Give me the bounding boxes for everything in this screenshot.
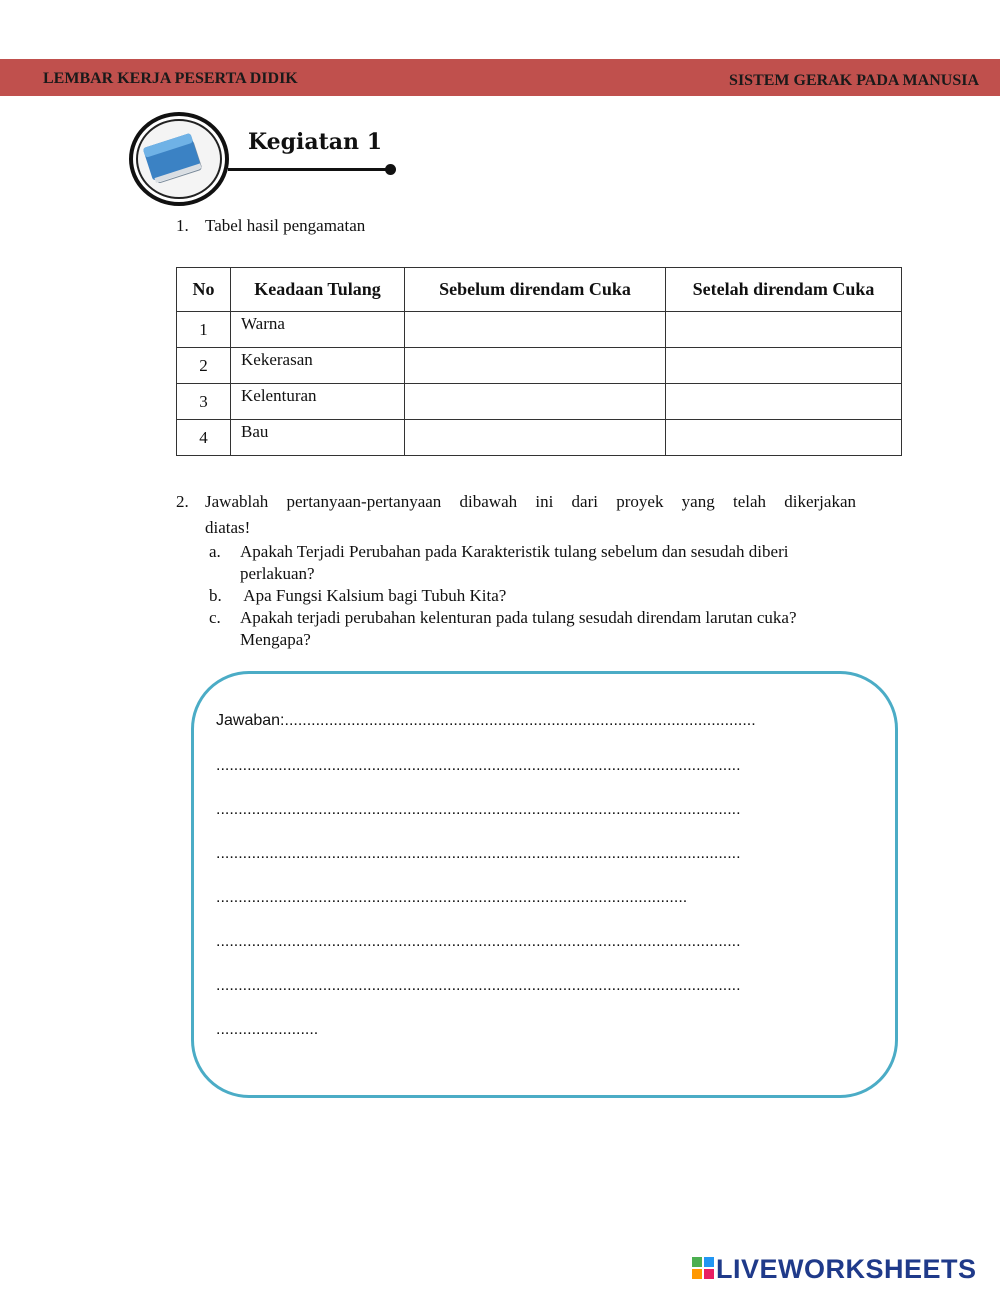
row-no: 3 xyxy=(177,384,231,420)
table-row xyxy=(177,312,902,348)
answer-line[interactable]: ...................................................................................................................... xyxy=(216,845,741,862)
table-row xyxy=(177,384,902,420)
row-no: 1 xyxy=(177,312,231,348)
sub-text-line1: Apa Fungsi Kalsium bagi Tubuh Kita? xyxy=(240,586,507,605)
sub-letter: b. xyxy=(209,586,222,605)
question-2 xyxy=(176,489,856,541)
table-row xyxy=(177,348,902,384)
question-1-number: 1. xyxy=(176,216,189,235)
header-left-title: LEMBAR KERJA PESERTA DIDIK xyxy=(43,70,298,87)
cell-sebelum-input[interactable] xyxy=(405,312,666,348)
header-keadaan: Keadaan Tulang xyxy=(231,268,405,312)
cell-sebelum-input[interactable] xyxy=(405,384,666,420)
cell-sebelum-input[interactable] xyxy=(405,348,666,384)
sub-text-line1: Apakah Terjadi Perubahan pada Karakteristik tulang sebelum dan sesudah diberi xyxy=(240,542,789,561)
row-keadaan: Kekerasan xyxy=(231,348,405,384)
answer-line[interactable]: ...................................................................................................................... xyxy=(216,757,741,774)
row-keadaan: Bau xyxy=(231,420,405,456)
liveworksheets-brand: LIVEWORKSHEETS xyxy=(716,1254,977,1284)
title-underline xyxy=(228,168,388,171)
row-no: 2 xyxy=(177,348,231,384)
row-keadaan: Kelenturan xyxy=(231,384,405,420)
header-no: No xyxy=(177,268,231,312)
answer-line[interactable]: ...................................................................................................................... xyxy=(216,977,741,994)
question-2-number: 2. xyxy=(176,492,189,511)
answer-line[interactable]: .......................................................................................................... xyxy=(216,889,688,906)
cell-setelah-input[interactable] xyxy=(666,348,902,384)
book-icon xyxy=(128,110,230,208)
question-2-line2: diatas! xyxy=(205,518,251,537)
row-no: 4 xyxy=(177,420,231,456)
title-underline-dot xyxy=(385,164,396,175)
answer-line[interactable]: ...................................................................................................................... xyxy=(216,933,741,950)
cell-setelah-input[interactable] xyxy=(666,420,902,456)
header-right-title: SISTEM GERAK PADA MANUSIA xyxy=(729,72,979,89)
answer-line[interactable]: Jawaban:.......................................................................................................... xyxy=(216,712,756,729)
answer-line[interactable]: ....................... xyxy=(216,1021,319,1038)
header-sebelum: Sebelum direndam Cuka xyxy=(405,268,666,312)
cell-setelah-input[interactable] xyxy=(666,312,902,348)
question-1-text: Tabel hasil pengamatan xyxy=(205,216,366,235)
header-setelah: Setelah direndam Cuka xyxy=(666,268,902,312)
sub-letter: c. xyxy=(209,608,221,627)
header-bar xyxy=(0,59,1000,96)
answer-line[interactable]: ...................................................................................................................... xyxy=(216,801,741,818)
question-1 xyxy=(176,216,365,236)
activity-title: Kegiatan 1 xyxy=(248,129,383,155)
question-2-line1: Jawablah pertanyaan-pertanyaan dibawah ini dari proyek yang telah dikerjakan xyxy=(205,492,856,511)
cell-setelah-input[interactable] xyxy=(666,384,902,420)
observation-table xyxy=(176,267,902,456)
liveworksheets-blocks-icon xyxy=(692,1257,714,1279)
table-row xyxy=(177,420,902,456)
sub-letter: a. xyxy=(209,542,221,561)
table-header-row xyxy=(177,268,902,312)
sub-text-line2: perlakuan? xyxy=(240,564,315,583)
row-keadaan: Warna xyxy=(231,312,405,348)
sub-text-line1: Apakah terjadi perubahan kelenturan pada tulang sesudah direndam larutan cuka? xyxy=(240,608,797,627)
sub-text-line2: Mengapa? xyxy=(240,630,311,649)
cell-sebelum-input[interactable] xyxy=(405,420,666,456)
